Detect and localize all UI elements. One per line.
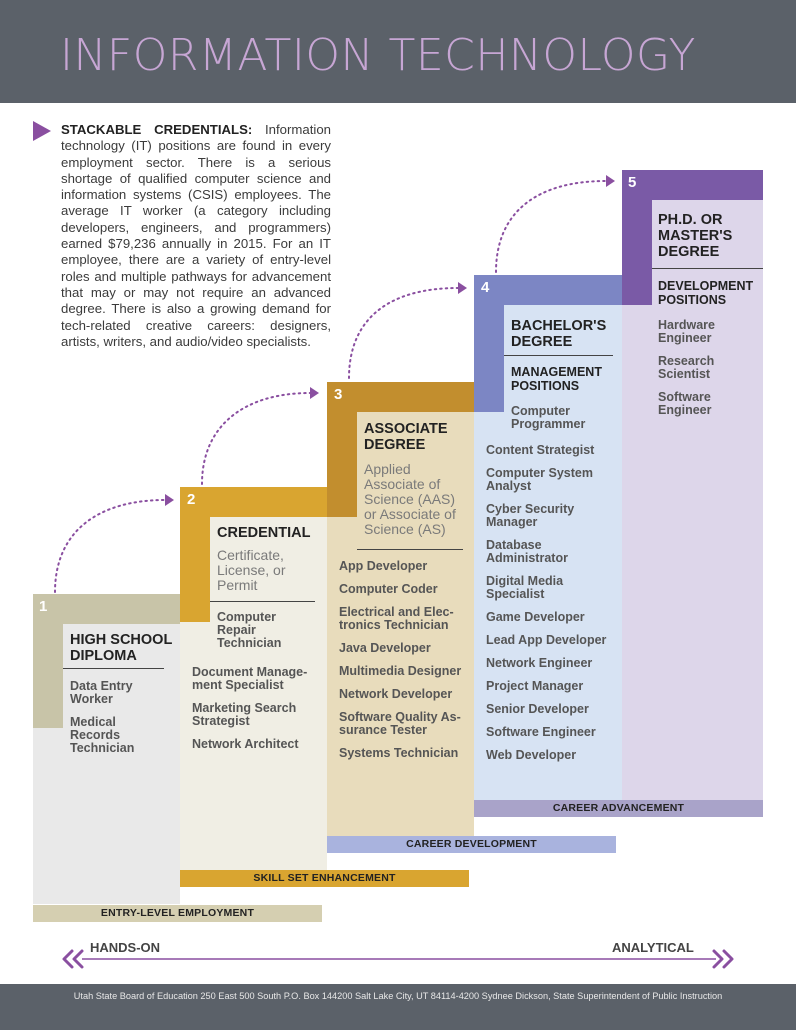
career-development-band: CAREER DEVELOPMENT (327, 836, 616, 853)
step-2-heading: CREDENTIAL (217, 525, 311, 541)
job-item: Computer Repair Technician (217, 610, 282, 650)
job-item: Digital Media Specialist (486, 574, 564, 601)
step-1-heading: HIGH SCHOOL DIPLOMA (70, 632, 173, 664)
job-item: App Developer (339, 559, 428, 573)
job-item: Java Developer (339, 641, 431, 655)
skill-set-band: SKILL SET ENHANCEMENT (180, 870, 469, 887)
intro-lead: STACKABLE CREDENTIALS: (61, 122, 253, 137)
arrowhead-icon (458, 282, 467, 294)
arrowhead-icon (310, 387, 319, 399)
job-item: Hardware Engineer (658, 318, 715, 345)
hands-on-label: HANDS-ON (90, 940, 161, 955)
job-item: Computer System Analyst (486, 466, 593, 493)
arrow-1-to-2 (55, 500, 165, 592)
step-2-number: 2 (187, 491, 196, 508)
career-advancement-band: CAREER ADVANCEMENT (474, 800, 763, 817)
job-item: Computer Programmer (511, 404, 586, 431)
step-1-number: 1 (39, 598, 48, 615)
job-item: Project Manager (486, 679, 584, 693)
step-3-number: 3 (334, 386, 343, 403)
job-item: Network Architect (192, 737, 299, 751)
job-item: Network Developer (339, 687, 453, 701)
job-item: Cyber Security Manager (486, 502, 575, 529)
footer-text: Utah State Board of Education 250 East 500 South P.O. Box 144200 Salt Lake City, UT 84114-4200 Sydnee Dickson, State Superintendent of Public Instruction (73, 991, 723, 1001)
job-item: Computer Coder (339, 582, 438, 596)
job-item: Software Quality As- surance Tester (339, 710, 461, 737)
arrowhead-icon (165, 494, 174, 506)
arrowhead-icon (606, 175, 615, 187)
step-4-number: 4 (481, 279, 490, 296)
step-5-number: 5 (628, 174, 637, 191)
job-item: Systems Technician (339, 746, 459, 760)
job-item: Game Developer (486, 610, 585, 624)
step-5-heading: PH.D. OR MASTER'S DEGREE (658, 212, 733, 260)
job-item: Database Administrator (486, 538, 568, 565)
double-chevron-right-icon (714, 951, 732, 967)
job-item: Marketing Search Strategist (192, 701, 297, 728)
job-item: Network Engineer (486, 656, 593, 670)
intro-text: Information technology (IT) positions are found in every employment sector. There is a serious shortage of qualified computer science and information systems (CSIS) employees. The average IT worker (a category including developers, engineers, and programmers) earned $79,236 annually in 2015. For an IT employee, there are a variety of entry-level roles and multiple pathways for advancement that may or may not require an advanced degree. There is also a growing demand for tech-related creative careers: designers, artists, writers, and audio/video specialists. (61, 122, 331, 349)
job-item: Data Entry Worker (70, 679, 133, 706)
job-item: Content Strategist (486, 443, 595, 457)
job-item: Medical Records Technician (70, 715, 135, 755)
job-item: Electrical and Elec- tronics Technician (339, 605, 454, 632)
double-chevron-left-icon (64, 951, 82, 967)
arrow-4-to-5 (496, 181, 606, 272)
job-item: Lead App Developer (486, 633, 607, 647)
job-item: Research Scientist (658, 354, 715, 381)
job-item: Multimedia Designer (339, 664, 462, 678)
page-title: INFORMATION TECHNOLOGY (60, 30, 696, 81)
analytical-label: ANALYTICAL (612, 940, 694, 955)
job-item: Software Engineer (658, 390, 712, 417)
entry-level-band: ENTRY-LEVEL EMPLOYMENT (33, 905, 322, 922)
arrow-3-to-4 (349, 288, 458, 378)
step-3-heading: ASSOCIATE DEGREE (364, 421, 448, 453)
job-item: Web Developer (486, 748, 577, 762)
job-item: Senior Developer (486, 702, 589, 716)
arrow-2-to-3 (202, 393, 310, 484)
step-3-subtitle: Applied Associate of Science (AAS) or Associate of Science (AS) (364, 461, 456, 537)
job-item: Document Manage- ment Specialist (192, 665, 308, 692)
step-2-subtitle: Certificate, License, or Permit (217, 547, 286, 593)
step-5-positions: DEVELOPMENT POSITIONS (658, 279, 754, 307)
step-4-heading: BACHELOR'S DEGREE (511, 318, 607, 350)
job-item: Software Engineer (486, 725, 596, 739)
step-4-positions: MANAGEMENT POSITIONS (511, 365, 602, 393)
